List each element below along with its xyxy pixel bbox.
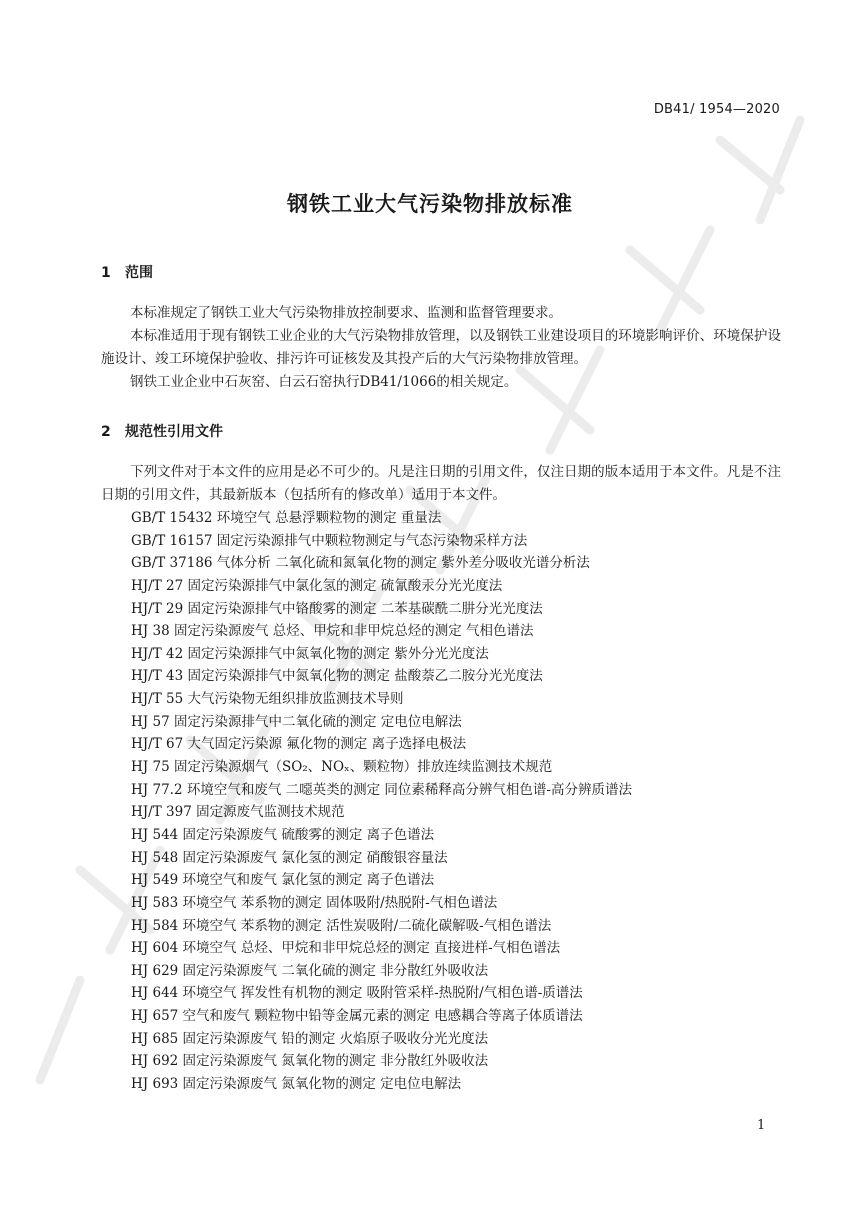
- reference-item: HJ/T 67 大气固定污染源 氟化物的测定 离子选择电极法: [131, 736, 467, 753]
- section-1-paragraph-1: 本标准规定了钢铁工业大气污染物排放控制要求、监测和监督管理要求。: [130, 305, 562, 321]
- section-1-number: 1: [101, 265, 111, 281]
- reference-item: HJ 544 固定污染源废气 硫酸雾的测定 离子色谱法: [131, 826, 435, 843]
- reference-item: HJ/T 55 大气污染物无组织排放监测技术导则: [131, 691, 404, 708]
- section-2-heading: [101, 421, 223, 441]
- reference-item: GB/T 37186 气体分析 二氧化硫和氮氧化物的测定 紫外差分吸收光谱分析法: [131, 555, 590, 572]
- section-2-number: 2: [101, 424, 111, 440]
- section-1-paragraph-3: 钢铁工业企业中石灰窑、白云石窑执行DB41/1066的相关规定。: [130, 374, 518, 390]
- reference-item: HJ 548 固定污染源废气 氯化氢的测定 硝酸银容量法: [131, 849, 448, 866]
- reference-item: HJ 38 固定污染源废气 总烃、甲烷和非甲烷总烃的测定 气相色谱法: [131, 623, 534, 640]
- document-number: DB41/ 1954—2020: [653, 102, 780, 117]
- reference-item: HJ/T 42 固定污染源排气中氮氧化物的测定 紫外分光光度法: [131, 645, 489, 662]
- section-1-heading: [101, 262, 153, 282]
- page-number: 1: [757, 1118, 766, 1133]
- reference-item: HJ/T 43 固定污染源排气中氮氧化物的测定 盐酸萘乙二胺分光光度法: [131, 668, 543, 685]
- reference-item: HJ 604 环境空气 总烃、甲烷和非甲烷总烃的测定 直接进样-气相色谱法: [131, 940, 561, 957]
- reference-item: HJ 692 固定污染源废气 氮氧化物的测定 非分散红外吸收法: [131, 1053, 489, 1070]
- reference-item: HJ 583 环境空气 苯系物的测定 固体吸附/热脱附-气相色谱法: [131, 894, 498, 911]
- reference-item: HJ 549 环境空气和废气 氯化氢的测定 离子色谱法: [131, 872, 435, 889]
- reference-item: HJ 584 环境空气 苯系物的测定 活性炭吸附/二硫化碳解吸-气相色谱法: [131, 917, 552, 934]
- section-1-paragraph-2: 本标准适用于现有钢铁工业企业的大气污染物排放管理，以及钢铁工业建设项目的环境影响评价、环境保护设施设计、竣工环境保护验收、排污许可证核发及其投产后的大气污染物排放管理。: [101, 328, 781, 367]
- reference-item: HJ/T 29 固定污染源排气中铬酸雾的测定 二苯基碳酰二肼分光光度法: [131, 600, 543, 617]
- reference-item: HJ/T 397 固定源废气监测技术规范: [131, 804, 345, 821]
- reference-item: GB/T 16157 固定污染源排气中颗粒物测定与气态污染物采样方法: [131, 532, 528, 549]
- section-2-intro: 下列文件对于本文件的应用是必不可少的。凡是注日期的引用文件，仅注日期的版本适用于本文件。凡是不注日期的引用文件，其最新版本（包括所有的修改单）适用于本文件。: [101, 464, 781, 503]
- reference-item: HJ 77.2 环境空气和废气 二噁英类的测定 同位素稀释高分辨气相色谱-高分辨质谱法: [131, 781, 632, 798]
- reference-item: HJ 644 环境空气 挥发性有机物的测定 吸附管采样-热脱附/气相色谱-质谱法: [131, 985, 583, 1002]
- reference-item: HJ 629 固定污染源废气 二氧化硫的测定 非分散红外吸收法: [131, 962, 489, 979]
- document-title: 钢铁工业大气污染物排放标准: [287, 192, 573, 216]
- reference-item: GB/T 15432 环境空气 总悬浮颗粒物的测定 重量法: [131, 510, 442, 526]
- section-2-title: 规范性引用文件: [125, 424, 223, 440]
- reference-item: HJ/T 27 固定污染源排气中氯化氢的测定 硫氰酸汞分光光度法: [131, 577, 503, 594]
- reference-item: HJ 657 空气和废气 颗粒物中铅等金属元素的测定 电感耦合等离子体质谱法: [131, 1008, 583, 1025]
- reference-item: HJ 685 固定污染源废气 铅的测定 火焰原子吸收分光光度法: [131, 1030, 489, 1047]
- reference-item: HJ 693 固定污染源废气 氮氧化物的测定 定电位电解法: [131, 1076, 462, 1093]
- reference-item: HJ 75 固定污染源烟气（SO₂、NOₓ、颗粒物）排放连续监测技术规范: [131, 759, 553, 776]
- reference-item: HJ 57 固定污染源排气中二氧化硫的测定 定电位电解法: [131, 713, 462, 730]
- reference-list: [131, 507, 632, 1096]
- section-1-title: 范围: [125, 265, 153, 281]
